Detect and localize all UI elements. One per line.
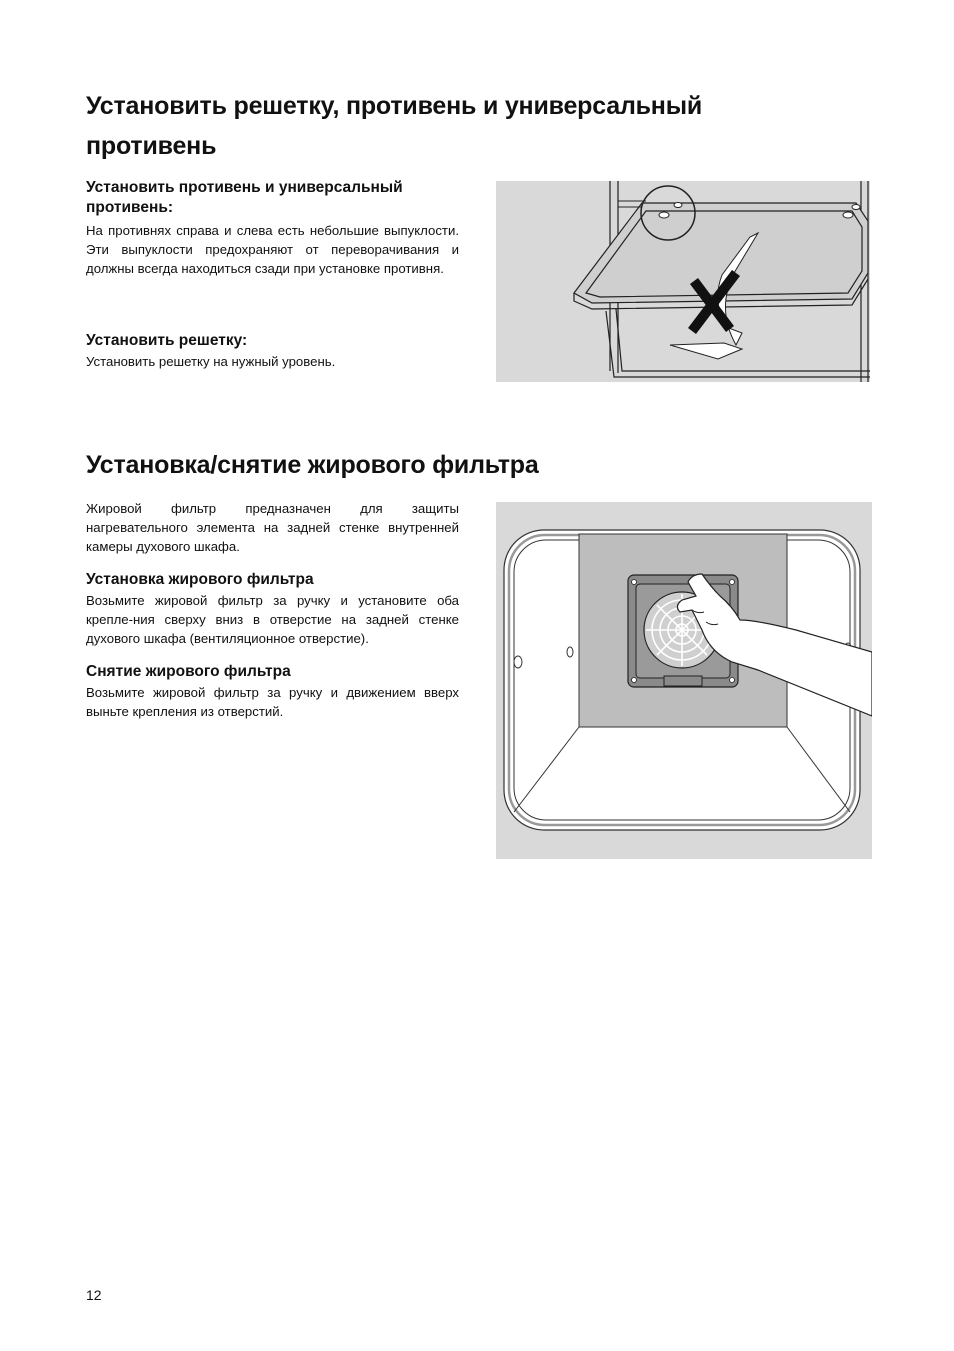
paragraph-filter-remove: Возьмите жировой фильтр за ручку и движением вверх выньте крепления из отверстий. — [86, 685, 459, 719]
subheading-filter-remove: Снятие жирового фильтра — [86, 663, 291, 680]
subheading-rack-install: Установить решетку: — [86, 332, 248, 349]
section-title-grease-filter: Установка/снятие жирового фильтра — [86, 451, 539, 479]
paragraph-rack-install: Установить решетку на нужный уровень. — [86, 354, 336, 369]
tray-insertion-illustration — [496, 181, 870, 382]
grease-filter-illustration — [496, 502, 872, 859]
paragraph-grease-filter-intro: Жировой фильтр предназначен для защиты нагревательного элемента на задней стенке внутренней камеры духового шкафа. — [86, 501, 459, 554]
section-title-tray-install: Установить решетку, противень и универсальный противень — [86, 92, 703, 160]
subheading-tray-install: Установить противень и универсальный противень: — [86, 179, 403, 216]
paragraph-filter-install: Возьмите жировой фильтр за ручку и установите оба крепле-ния сверху вниз в отверстие на задней стенке духового шкафа (вентиляционное отверстие). — [86, 593, 459, 646]
paragraph-tray-install: На противнях справа и слева есть небольшие выпуклости. Эти выпуклости предохраняют от переворачивания и должны всегда находиться сзади при установке противня. — [86, 223, 459, 276]
page-number: 12 — [86, 1287, 102, 1303]
subheading-filter-install: Установка жирового фильтра — [86, 571, 314, 588]
